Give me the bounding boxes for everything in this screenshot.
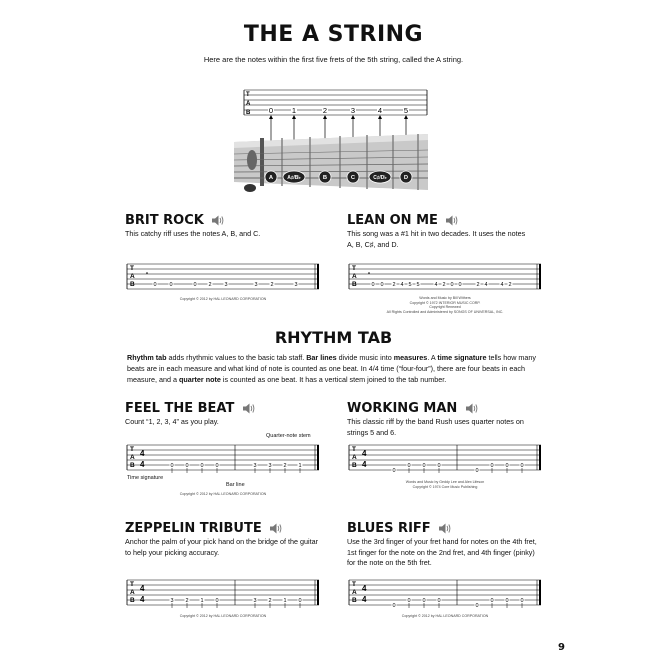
tab-letter: B — [130, 597, 135, 604]
feel-the-beat-title — [125, 401, 255, 416]
tab-number: 0 — [505, 598, 509, 604]
speaker-icon[interactable] — [466, 403, 478, 414]
tab-number: 3 — [254, 282, 258, 288]
section-title-text: BRIT ROCK — [125, 213, 204, 228]
tab-number: 0 — [169, 282, 173, 288]
note-label: C — [350, 175, 356, 181]
tab-letter: A — [130, 273, 135, 280]
tab-letter: T — [130, 446, 134, 453]
lean-on-me-tab-staff — [347, 260, 543, 294]
bold-term: time signature — [437, 353, 487, 362]
tab-number: 0 — [380, 282, 384, 288]
paragraph-text: adds rhythmic values to the basic tab staff. — [166, 353, 307, 362]
note-label: A — [268, 175, 274, 181]
section-title-text: WORKING MAN — [347, 401, 458, 416]
intro-text: Here are the notes within the first five frets of the 5th string, called the A string. — [203, 55, 464, 64]
bold-term: measures — [393, 353, 428, 362]
tab-letter: A — [130, 589, 135, 596]
note-label: C♯/D♭ — [373, 175, 387, 181]
time-signature-bottom: 4 — [362, 460, 367, 469]
tab-number: 0 — [450, 282, 454, 288]
time-signature-label: Time signature — [127, 475, 164, 481]
tab-letter: B — [352, 281, 357, 288]
description-line: Use the 3rd finger of your fret hand for notes on the 4th fret, — [347, 537, 537, 546]
tab-letter: T — [352, 265, 356, 272]
tab-number: 4 — [484, 282, 488, 288]
fret-number: 2 — [322, 106, 328, 115]
tab-number: 0 — [458, 282, 462, 288]
time-signature-top: 4 — [362, 449, 367, 458]
copyright-line: Copyright © 1972 INTERIOR MUSIC CORP. — [409, 300, 481, 305]
tab-number: 0 — [490, 598, 494, 604]
description-line: This song was a #1 hit in two decades. It uses the notes — [347, 229, 526, 238]
tab-number: 2 — [392, 282, 396, 288]
time-signature-top: 4 — [140, 584, 145, 593]
tab-number: 4 — [500, 282, 504, 288]
speaker-icon[interactable] — [446, 215, 458, 226]
speaker-icon[interactable] — [270, 523, 282, 534]
tab-number: 0 — [215, 463, 219, 469]
tab-number: 0 — [200, 463, 204, 469]
speaker-icon[interactable] — [439, 523, 451, 534]
brit-rock-title — [125, 213, 224, 228]
copyright-line: All Rights Controlled and Administered by SONGS OF UNIVERSAL, INC. — [386, 309, 504, 314]
lean-on-me-copyright — [347, 296, 543, 314]
section-title-text: ZEPPELIN TRIBUTE — [125, 521, 262, 536]
working-man-tab-staff — [347, 441, 543, 475]
lean-on-me-description — [347, 229, 525, 250]
tab-number: 5 — [416, 282, 420, 288]
a-string-fretboard-diagram — [232, 84, 428, 196]
time-signature-bottom: 4 — [140, 460, 145, 469]
blues-riff-title — [347, 521, 451, 536]
bold-term: quarter note — [178, 374, 221, 384]
fret-number: 3 — [350, 106, 356, 115]
bold-term: Rhythm tab — [127, 353, 167, 362]
tab-number: 0 — [193, 282, 197, 288]
bold-term: Bar lines — [306, 353, 337, 362]
note-label: B — [322, 175, 328, 181]
zeppelin-tribute-description — [125, 537, 318, 558]
tab-number: 0 — [475, 468, 479, 474]
tab-number: 1 — [283, 598, 287, 604]
tab-number: 4 — [400, 282, 404, 288]
tab-number: 2 — [185, 598, 189, 604]
repeat-dot — [368, 272, 370, 274]
copyright-line: Copyright © 1974 Core Music Publishing — [412, 484, 478, 489]
tab-number: 0 — [153, 282, 157, 288]
tab-letter: B — [130, 462, 135, 469]
section-title-text: FEEL THE BEAT — [125, 401, 235, 416]
zeppelin-tribute-tab-staff — [125, 576, 321, 610]
tab-letter: A — [352, 454, 357, 461]
note-label: D — [403, 175, 409, 181]
description-line: for the note on the 5th fret. — [347, 558, 432, 567]
copyright-line: Words and Music by Geddy Lee and Alex Lifeson — [405, 480, 485, 484]
tab-number: 3 — [170, 598, 174, 604]
tab-number: 5 — [408, 282, 412, 288]
time-signature-bottom: 4 — [362, 595, 367, 604]
fret-number: 5 — [403, 106, 409, 115]
tab-number: 0 — [215, 598, 219, 604]
fret-number: 4 — [377, 106, 383, 115]
guitar-neck — [234, 134, 428, 192]
tab-number: 1 — [298, 463, 302, 469]
tab-number: 2 — [442, 282, 446, 288]
tab-number: 2 — [268, 598, 272, 604]
rhythm-tab-paragraph — [127, 353, 547, 385]
time-signature-top: 4 — [362, 584, 367, 593]
tab-letter: T — [130, 265, 134, 272]
tab-number: 0 — [371, 282, 375, 288]
page-number: 9 — [558, 642, 565, 653]
tab-letter: B — [246, 110, 251, 116]
tab-number: 0 — [520, 598, 524, 604]
tab-letter: B — [352, 462, 357, 469]
tab-number: 0 — [437, 463, 441, 469]
tab-number: 0 — [505, 463, 509, 469]
tab-number: 3 — [224, 282, 228, 288]
tab-number: 0 — [170, 463, 174, 469]
brit-rock-tab-staff — [125, 260, 321, 294]
tab-number: 3 — [253, 598, 257, 604]
speaker-icon[interactable] — [212, 215, 224, 226]
paragraph-text: . A — [427, 353, 438, 362]
bar-line-label: Bar line — [226, 482, 245, 488]
description-line: to help your picking accuracy. — [125, 547, 220, 557]
tab-letter: A — [246, 101, 251, 107]
blues-riff-copyright: Copyright © 2012 by HAL LEONARD CORPORATION — [401, 614, 489, 618]
speaker-icon[interactable] — [243, 403, 255, 414]
working-man-description — [347, 417, 524, 438]
working-man-title — [347, 401, 478, 416]
tab-number: 2 — [508, 282, 512, 288]
tab-number: 0 — [407, 598, 411, 604]
tab-number: 0 — [437, 598, 441, 604]
note-label: A♯/B♭ — [287, 175, 301, 181]
tab-number: 0 — [392, 603, 396, 609]
brit-rock-copyright: Copyright © 2012 by HAL LEONARD CORPORATION — [179, 297, 267, 301]
description-line: A, B, C♯, and D. — [347, 239, 399, 249]
tab-number: 0 — [407, 463, 411, 469]
tab-number: 3 — [294, 282, 298, 288]
tab-letter: A — [352, 273, 357, 280]
tab-letter: A — [352, 589, 357, 596]
paragraph-text: is counted as one beat. It has a vertical stem joined to the tab number. — [220, 374, 447, 384]
tab-number: 2 — [283, 463, 287, 469]
rhythm-tab-title: RHYTHM TAB — [274, 328, 393, 347]
brit-rock-description: This catchy riff uses the notes A, B, and C. — [125, 229, 261, 238]
tab-number: 2 — [476, 282, 480, 288]
tab-letter: A — [130, 454, 135, 461]
description-line: Anchor the palm of your pick hand on the bridge of the guitar — [125, 537, 318, 546]
zeppelin-tribute-title — [125, 521, 282, 536]
paragraph-text: tells how many beats are in each measure and what kind of note is counted as one beat. In 4/4 time (“four-four”), there are four beats in each measure, and a — [127, 353, 536, 384]
tab-number: 1 — [200, 598, 204, 604]
fret-number: 1 — [291, 106, 297, 115]
description-line: strings 5 and 6. — [347, 427, 397, 437]
quarter-note-stem-label: Quarter-note stem — [266, 433, 311, 439]
tab-letter: B — [352, 597, 357, 604]
tab-letter: B — [130, 281, 135, 288]
repeat-dot — [146, 272, 148, 274]
tab-letter: T — [352, 581, 356, 588]
tab-number: 0 — [475, 603, 479, 609]
tab-number: 0 — [392, 468, 396, 474]
description-line: This classic riff by the band Rush uses quarter notes on — [347, 417, 524, 426]
section-title-text: LEAN ON ME — [347, 213, 438, 228]
tab-number: 0 — [520, 463, 524, 469]
tab-number: 0 — [185, 463, 189, 469]
feel-the-beat-copyright: Copyright © 2012 by HAL LEONARD CORPORATION — [179, 492, 267, 496]
blues-riff-description — [347, 537, 537, 569]
page-title: THE A STRING — [243, 22, 424, 47]
description-line: 1st finger for the note on the 2nd fret, and 4th finger (pinky) — [347, 547, 535, 557]
blues-riff-tab-staff — [347, 576, 543, 610]
lean-on-me-title — [347, 213, 458, 228]
zeppelin-tribute-copyright: Copyright © 2012 by HAL LEONARD CORPORATION — [179, 614, 267, 618]
time-signature-bottom: 4 — [140, 595, 145, 604]
working-man-copyright — [347, 480, 543, 489]
tab-number: 0 — [422, 598, 426, 604]
tab-letter: T — [246, 92, 250, 98]
tab-letter: T — [352, 446, 356, 453]
tab-number: 4 — [434, 282, 438, 288]
tab-number: 3 — [253, 463, 257, 469]
tab-number: 0 — [490, 463, 494, 469]
tab-letter: T — [130, 581, 134, 588]
section-title-text: BLUES RIFF — [347, 521, 431, 536]
tab-number: 2 — [208, 282, 212, 288]
copyright-line: Words and Music by Bill Withers — [419, 296, 471, 300]
tab-number: 0 — [298, 598, 302, 604]
tab-number: 2 — [270, 282, 274, 288]
paragraph-text: divide music into — [336, 353, 394, 362]
feel-the-beat-description: Count “1, 2, 3, 4” as you play. — [125, 417, 219, 426]
feel-the-beat-tab-staff — [125, 441, 321, 475]
fret-number: 0 — [268, 106, 274, 115]
tab-number: 0 — [422, 463, 426, 469]
copyright-line: Copyright Renewed — [429, 305, 461, 309]
time-signature-top: 4 — [140, 449, 145, 458]
tab-number: 3 — [268, 463, 272, 469]
